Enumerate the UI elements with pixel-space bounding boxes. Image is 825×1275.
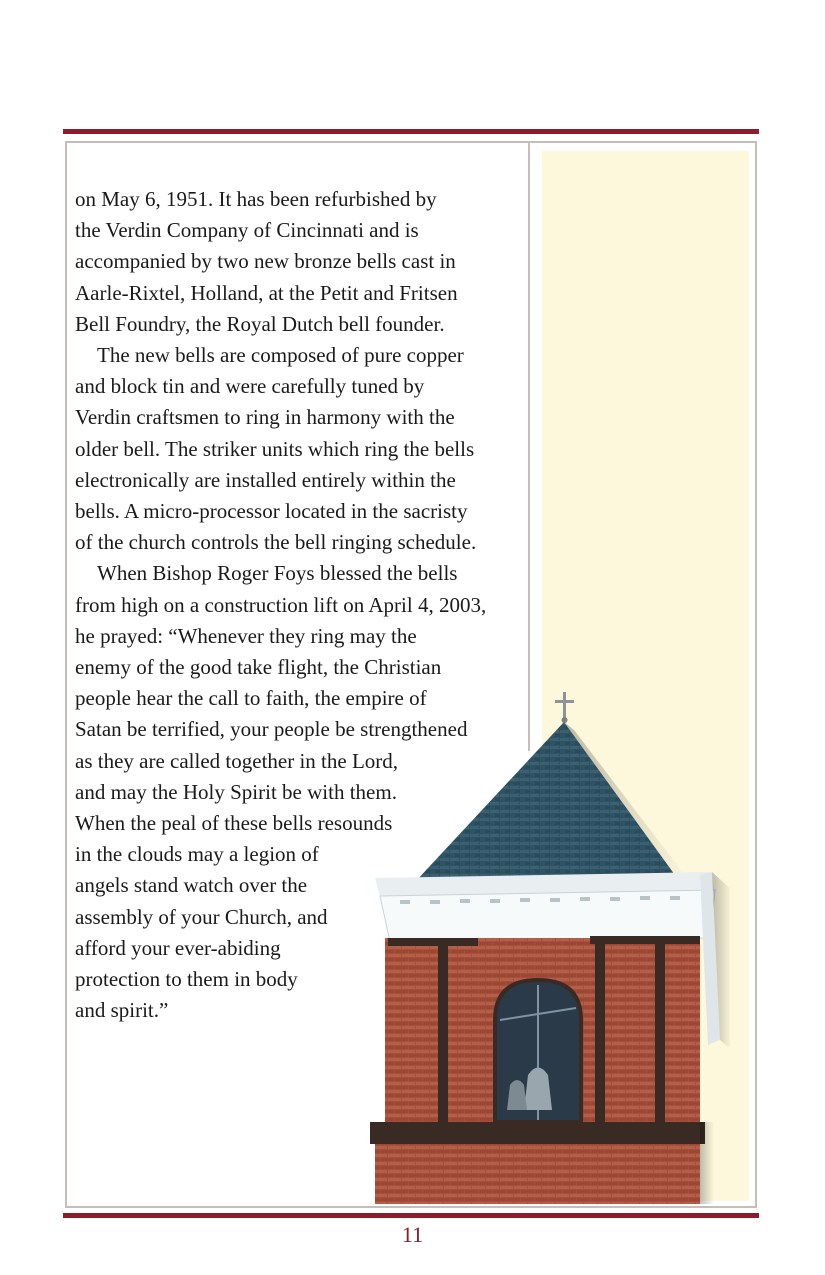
text-line: bells. A micro-processor located in the sacristy — [75, 499, 468, 524]
bottom-rule — [63, 1213, 759, 1218]
text-line: Satan be terrified, your people be strengthened — [75, 717, 468, 742]
bell-tower-image — [360, 690, 730, 1205]
text-line: in the clouds may a legion of — [75, 842, 319, 867]
text-line: When Bishop Roger Foys blessed the bells — [97, 561, 458, 586]
text-line: and spirit.” — [75, 998, 169, 1023]
top-rule — [63, 129, 759, 134]
text-line: assembly of your Church, and — [75, 904, 328, 929]
text-line: from high on a construction lift on April 4, 2003, — [75, 592, 487, 617]
text-line: as they are called together in the Lord, — [75, 748, 399, 773]
text-line: Bell Foundry, the Royal Dutch bell founder. — [75, 311, 445, 336]
text-line: The new bells are composed of pure copper — [97, 343, 464, 368]
text-line: angels stand watch over the — [75, 873, 308, 898]
cross-icon — [555, 692, 574, 723]
text-line: protection to them in body — [75, 967, 298, 992]
text-line: electronically are installed entirely within the — [75, 467, 456, 492]
text-line: older bell. The striker units which ring the bells — [75, 436, 475, 461]
text-line: accompanied by two new bronze bells cast in — [75, 249, 456, 274]
text-line: When the peal of these bells resounds — [75, 811, 393, 836]
column-divider — [528, 141, 530, 751]
text-line: Aarle-Rixtel, Holland, at the Petit and Fritsen — [75, 280, 458, 305]
text-line: on May 6, 1951. It has been refurbished by — [75, 187, 437, 211]
text-line: the Verdin Company of Cincinnati and is — [75, 218, 419, 243]
text-line: afford your ever-abiding — [75, 935, 281, 960]
text-line: and may the Holy Spirit be with them. — [75, 779, 397, 804]
text-line: and block tin and were carefully tuned by — [75, 374, 425, 399]
page-number: 11 — [401, 1222, 424, 1247]
text-line: of the church controls the bell ringing schedule. — [75, 530, 477, 555]
text-line: enemy of the good take flight, the Christian — [75, 655, 442, 680]
text-line: Verdin craftsmen to ring in harmony with the — [75, 405, 455, 430]
text-line: he prayed: “Whenever they ring may the — [75, 623, 417, 648]
text-line: people hear the call to faith, the empire of — [75, 686, 427, 711]
